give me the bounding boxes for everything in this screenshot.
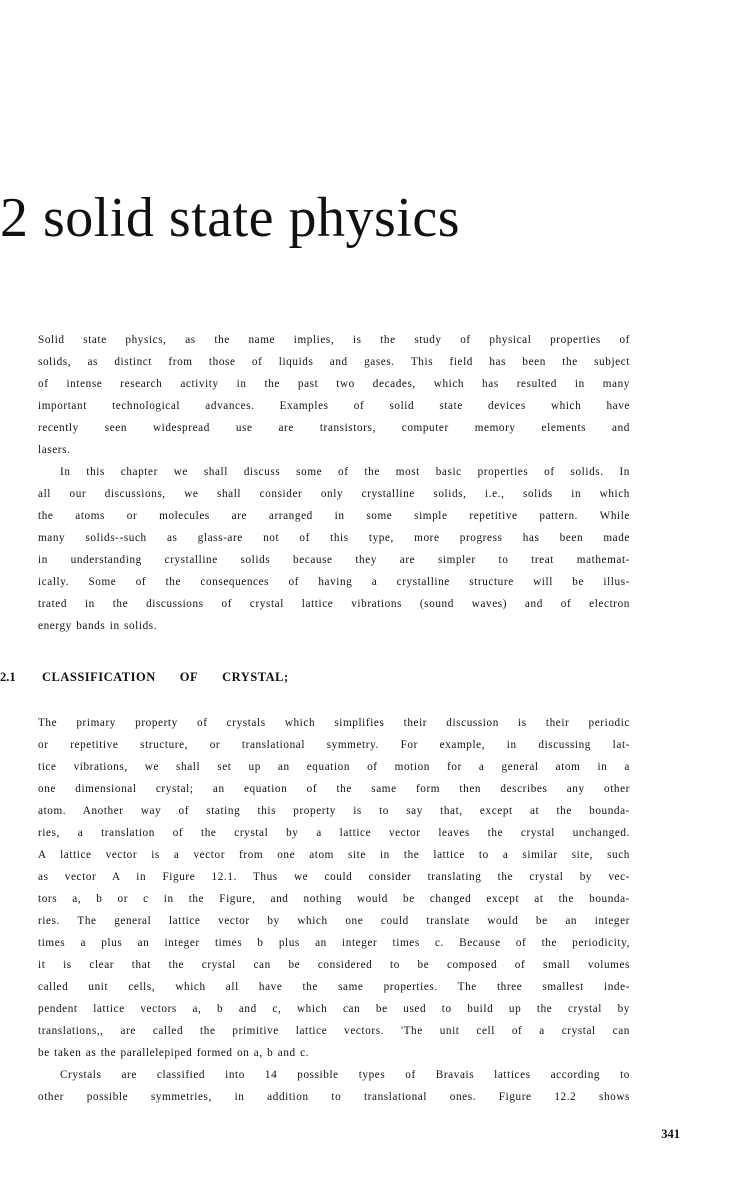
text-line: trated in the discussions of crystal lattice vibrations (sound waves) and of electron xyxy=(38,598,630,610)
text-line: ries, a translation of the crystal by a lattice vector leaves the crystal unchanged. xyxy=(38,827,630,839)
intro-paragraphs xyxy=(38,329,630,637)
text-line: times a plus an integer times b plus an integer times c. Because of the periodicity, xyxy=(38,937,630,949)
section-title-word: CRYSTAL; xyxy=(222,670,289,684)
text-line: as vector A in Figure 12.1. Thus we could consider translating the crystal by vec- xyxy=(38,871,630,883)
text-line: atom. Another way of stating this property is to say that, except at the bounda- xyxy=(38,805,630,817)
text-line: translations,, are called the primitive lattice vectors. 'The unit cell of a crystal can xyxy=(38,1025,630,1037)
text-line: all our discussions, we shall consider only crystalline solids, i.e., solids in which xyxy=(38,488,630,500)
section-title-word: CLASSIFICATION xyxy=(42,670,156,684)
text-line: of intense research activity in the past two decades, which has resulted in many xyxy=(38,378,630,390)
text-line: many solids--such as glass-are not of this type, more progress has been made xyxy=(38,532,630,544)
text-line: solids, as distinct from those of liquids and gases. This field has been the subject xyxy=(38,356,630,368)
text-line: tors a, b or c in the Figure, and nothing would be changed except at the bounda- xyxy=(38,893,630,905)
text-line: it is clear that the crystal can be considered to be composed of small volumes xyxy=(38,959,630,971)
text-line: be taken as the parallelepiped formed on a, b and c. xyxy=(38,1047,310,1059)
text-line: energy bands in solids. xyxy=(38,620,158,632)
section-heading xyxy=(0,670,313,685)
section-paragraphs xyxy=(38,712,630,1108)
text-line: important technological advances. Examples of solid state devices which have xyxy=(38,400,630,412)
text-line: In this chapter we shall discuss some of the most basic properties of solids. In xyxy=(60,466,630,478)
text-line: other possible symmetries, in addition to translational ones. Figure 12.2 shows xyxy=(38,1091,630,1103)
section-title-word: OF xyxy=(179,670,199,684)
text-line: Crystals are classified into 14 possible types of Bravais lattices according to xyxy=(60,1069,630,1081)
text-line: recently seen widespread use are transistors, computer memory elements and xyxy=(38,422,630,434)
text-line: pendent lattice vectors a, b and c, which can be used to build up the crystal by xyxy=(38,1003,630,1015)
text-line: lasers. xyxy=(38,444,71,456)
text-line: tice vibrations, we shall set up an equation of motion for a general atom in a xyxy=(38,761,630,773)
text-line: ically. Some of the consequences of having a crystalline structure will be illus- xyxy=(38,576,630,588)
section-number: 2.1 xyxy=(0,670,16,684)
text-line: ries. The general lattice vector by which one could translate would be an integer xyxy=(38,915,630,927)
chapter-title: 2 solid state physics xyxy=(0,187,461,249)
text-line: The primary property of crystals which simplifies their discussion is their periodic xyxy=(38,717,630,729)
text-line: in understanding crystalline solids because they are simpler to treat mathemat- xyxy=(38,554,630,566)
text-line: the atoms or molecules are arranged in some simple repetitive pattern. While xyxy=(38,510,630,522)
text-line: Solid state physics, as the name implies, is the study of physical properties of xyxy=(38,334,630,346)
text-line: called unit cells, which all have the same properties. The three smallest inde- xyxy=(38,981,630,993)
text-line: one dimensional crystal; an equation of the same form then describes any other xyxy=(38,783,630,795)
text-line: A lattice vector is a vector from one atom site in the lattice to a similar site, such xyxy=(38,849,630,861)
page-number: 341 xyxy=(661,1127,680,1141)
text-line: or repetitive structure, or translational symmetry. For example, in discussing lat- xyxy=(38,739,630,751)
